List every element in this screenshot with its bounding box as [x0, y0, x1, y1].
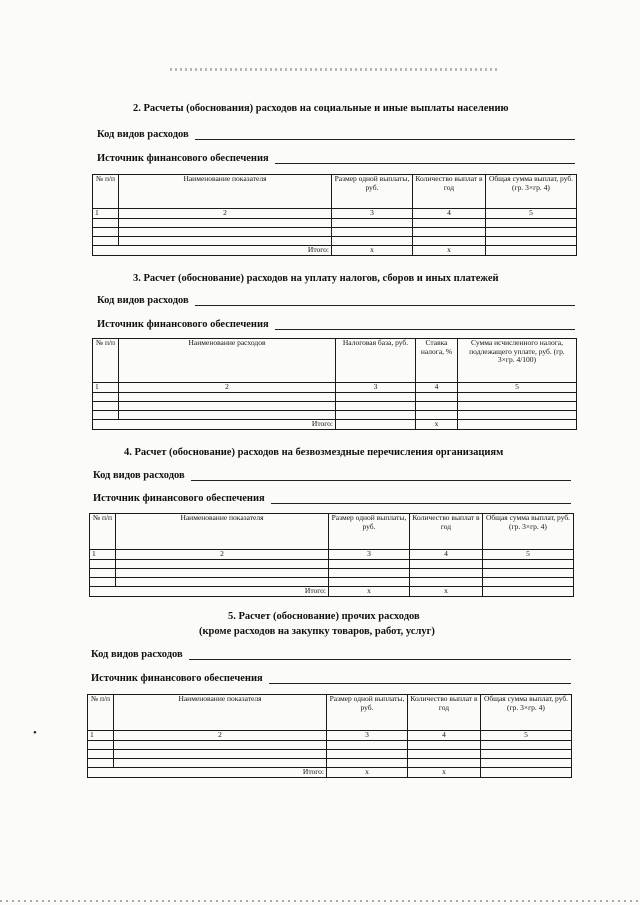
colnum-3: 3: [336, 383, 416, 393]
header-col3: Налоговая база, руб.: [336, 339, 416, 383]
header-col5: Общая сумма выплат, руб. (гр. 3×гр. 4): [483, 514, 574, 550]
header-num: № п/п: [93, 339, 119, 383]
expense-code-label: Код видов расходов: [91, 649, 183, 660]
total-col4: x: [416, 419, 458, 429]
header-col4: Ставка налога, %: [416, 339, 458, 383]
total-col4: x: [408, 767, 481, 777]
table-row: [88, 758, 572, 767]
header-col5: Сумма исчисленного налога, подлежащего уплате, руб. (гр. 3×гр. 4/100): [458, 339, 577, 383]
colnum-1: 1: [93, 209, 119, 219]
colnum-3: 3: [327, 731, 408, 741]
colnum-3: 3: [332, 209, 413, 219]
funding-source-line: [97, 316, 575, 330]
header-name: Наименование расходов: [119, 339, 336, 383]
expense-code-field[interactable]: [195, 129, 575, 140]
funding-source-line: [91, 670, 571, 684]
expense-code-field[interactable]: [189, 649, 571, 660]
scan-artifact-top: [170, 68, 500, 71]
header-col3: Размер одной выплаты, руб.: [327, 695, 408, 731]
section-title: 5. Расчет (обоснование) прочих расходов: [228, 611, 420, 622]
expense-code-line: [93, 467, 571, 481]
table-row: [90, 568, 574, 577]
total-col5[interactable]: [483, 586, 574, 596]
margin-dot: •: [33, 727, 37, 739]
table-row: [93, 236, 577, 245]
section-title: 3. Расчет (обоснование) расходов на уплату налогов, сборов и иных платежей: [133, 273, 499, 284]
funding-source-field[interactable]: [275, 319, 575, 330]
total-col4: x: [413, 245, 486, 255]
total-col3: x: [329, 586, 410, 596]
colnum-2: 2: [119, 209, 332, 219]
table-row: [93, 401, 577, 410]
total-col3[interactable]: [336, 419, 416, 429]
header-num: № п/п: [93, 175, 119, 209]
expense-code-field[interactable]: [195, 295, 575, 306]
total-col4: x: [410, 586, 483, 596]
total-label: Итого:: [88, 767, 327, 777]
colnum-2: 2: [119, 383, 336, 393]
header-col3: Размер одной выплаты, руб.: [332, 175, 413, 209]
funding-source-label: Источник финансового обеспечения: [93, 493, 265, 504]
total-label: Итого:: [93, 419, 336, 429]
section-title: 2. Расчеты (обоснования) расходов на социальные и иные выплаты населению: [133, 103, 509, 114]
total-row: [93, 245, 577, 255]
header-col4: Количество выплат в год: [410, 514, 483, 550]
total-col3: x: [332, 245, 413, 255]
funding-source-label: Источник финансового обеспечения: [97, 319, 269, 330]
funding-source-label: Источник финансового обеспечения: [97, 153, 269, 164]
table-taxes: [92, 338, 577, 430]
funding-source-line: [93, 490, 571, 504]
funding-source-label: Источник финансового обеспечения: [91, 673, 263, 684]
header-num: № п/п: [90, 514, 116, 550]
header-name: Наименование показателя: [116, 514, 329, 550]
expense-code-line: [97, 292, 575, 306]
table-other-expenses: [87, 694, 572, 778]
total-row: [93, 419, 577, 429]
table-row: [88, 740, 572, 749]
total-col5[interactable]: [458, 419, 577, 429]
colnum-1: 1: [93, 383, 119, 393]
table-row: [88, 749, 572, 758]
colnum-4: 4: [413, 209, 486, 219]
colnum-1: 1: [90, 550, 116, 560]
section-subtitle: (кроме расходов на закупку товаров, работ, услуг): [199, 626, 435, 637]
expense-code-label: Код видов расходов: [97, 129, 189, 140]
header-col4: Количество выплат в год: [408, 695, 481, 731]
scan-artifact-bottom: [0, 900, 640, 902]
colnum-4: 4: [416, 383, 458, 393]
table-grants: [89, 513, 574, 597]
header-col5: Общая сумма выплат, руб. (гр. 3×гр. 4): [486, 175, 577, 209]
header-num: № п/п: [88, 695, 114, 731]
colnum-1: 1: [88, 731, 114, 741]
funding-source-field[interactable]: [269, 673, 571, 684]
total-label: Итого:: [93, 245, 332, 255]
table-social-payments: [92, 174, 577, 256]
header-col3: Размер одной выплаты, руб.: [329, 514, 410, 550]
table-row: [90, 559, 574, 568]
colnum-2: 2: [114, 731, 327, 741]
header-name: Наименование показателя: [114, 695, 327, 731]
colnum-5: 5: [486, 209, 577, 219]
total-row: [88, 767, 572, 777]
colnum-3: 3: [329, 550, 410, 560]
colnum-5: 5: [483, 550, 574, 560]
funding-source-field[interactable]: [275, 153, 575, 164]
section-title: 4. Расчет (обоснование) расходов на безвозмездные перечисления организациям: [124, 447, 504, 458]
header-col4: Количество выплат в год: [413, 175, 486, 209]
header-name: Наименование показателя: [119, 175, 332, 209]
total-col3: x: [327, 767, 408, 777]
header-col5: Общая сумма выплат, руб. (гр. 3×гр. 4): [481, 695, 572, 731]
table-row: [93, 392, 577, 401]
table-row: [93, 218, 577, 227]
table-row: [90, 577, 574, 586]
funding-source-line: [97, 150, 575, 164]
expense-code-line: [97, 126, 575, 140]
table-row: [93, 227, 577, 236]
table-row: [93, 410, 577, 419]
colnum-5: 5: [481, 731, 572, 741]
total-row: [90, 586, 574, 596]
colnum-4: 4: [410, 550, 483, 560]
total-col5[interactable]: [481, 767, 572, 777]
total-label: Итого:: [90, 586, 329, 596]
expense-code-field[interactable]: [191, 470, 571, 481]
colnum-4: 4: [408, 731, 481, 741]
colnum-5: 5: [458, 383, 577, 393]
total-col5[interactable]: [486, 245, 577, 255]
expense-code-label: Код видов расходов: [93, 470, 185, 481]
expense-code-label: Код видов расходов: [97, 295, 189, 306]
funding-source-field[interactable]: [271, 493, 571, 504]
expense-code-line: [91, 646, 571, 660]
colnum-2: 2: [116, 550, 329, 560]
